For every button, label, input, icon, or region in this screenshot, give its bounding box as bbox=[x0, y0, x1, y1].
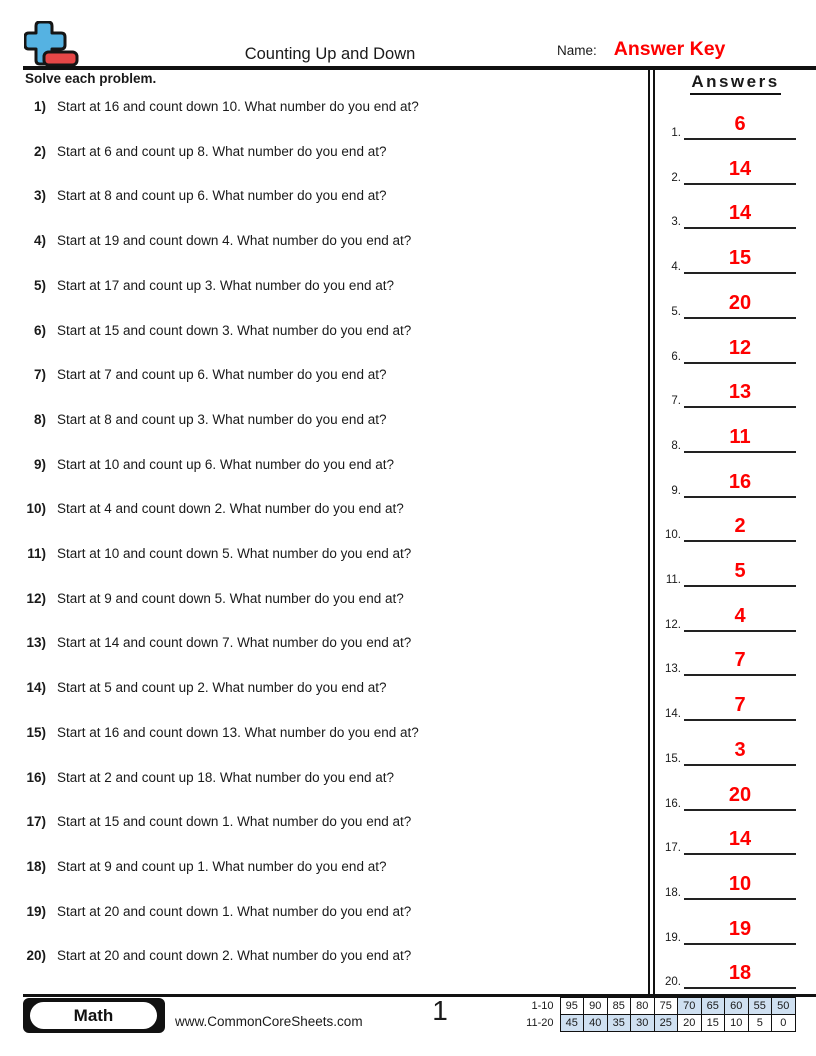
question-text: Start at 10 and count down 5. What number do you end at? bbox=[57, 546, 412, 561]
question-number: 10) bbox=[26, 501, 46, 517]
score-cell: 0 bbox=[772, 1015, 796, 1032]
question-number: 11) bbox=[27, 546, 46, 561]
answer-value: 19 bbox=[684, 916, 796, 945]
answer-key-text: Answer Key bbox=[613, 38, 726, 60]
answer-value: 5 bbox=[684, 558, 796, 587]
question-text: Start at 7 and count up 6. What number do you end at? bbox=[57, 367, 387, 383]
answer-row bbox=[655, 199, 816, 229]
answer-value: 15 bbox=[684, 245, 796, 274]
answer-row bbox=[655, 691, 816, 721]
question-text: Start at 5 and count up 2. What number do you end at? bbox=[57, 680, 387, 696]
answer-number: 18. bbox=[665, 886, 681, 899]
question-number: 3) bbox=[33, 188, 46, 204]
score-table-row bbox=[520, 998, 795, 1015]
answer-row bbox=[655, 468, 816, 498]
question-number: 8) bbox=[33, 411, 46, 427]
question-number: 15) bbox=[26, 724, 46, 740]
score-cell: 75 bbox=[654, 998, 678, 1015]
question-text: Start at 19 and count down 4. What number do you end at? bbox=[57, 233, 412, 249]
question-number: 14) bbox=[26, 680, 46, 696]
score-range-label: 11-20 bbox=[526, 1017, 554, 1029]
score-cell: 45 bbox=[560, 1015, 584, 1032]
answer-row bbox=[655, 646, 816, 676]
question-row bbox=[0, 457, 645, 472]
answer-value: 14 bbox=[684, 156, 796, 185]
answer-row bbox=[655, 736, 816, 766]
question-text: Start at 8 and count up 3. What number do you end at? bbox=[57, 411, 387, 427]
question-text: Start at 9 and count down 5. What number do you end at? bbox=[57, 590, 404, 606]
question-text: Start at 9 and count up 1. What number do you end at? bbox=[57, 858, 387, 874]
worksheet-title: Counting Up and Down bbox=[244, 45, 416, 63]
question-row bbox=[0, 948, 645, 963]
answer-number: 4. bbox=[671, 261, 681, 274]
question-row bbox=[0, 859, 645, 874]
answer-number: 16. bbox=[665, 797, 681, 810]
question-number: 6) bbox=[33, 322, 46, 338]
answer-row bbox=[655, 155, 816, 185]
question-row bbox=[0, 725, 645, 740]
score-cell: 30 bbox=[631, 1015, 655, 1032]
question-number: 2) bbox=[33, 143, 46, 159]
question-row bbox=[0, 367, 645, 382]
question-row bbox=[0, 278, 645, 293]
answer-value: 10 bbox=[684, 871, 796, 900]
answer-row bbox=[655, 423, 816, 453]
answer-number: 5. bbox=[671, 305, 681, 318]
score-cell: 10 bbox=[725, 1015, 749, 1032]
question-text: Start at 20 and count down 1. What number do you end at? bbox=[57, 903, 412, 919]
question-row bbox=[0, 770, 645, 785]
column-separator bbox=[648, 70, 655, 995]
score-cell: 25 bbox=[654, 1015, 678, 1032]
answer-number: 10. bbox=[665, 529, 681, 542]
question-number: 5) bbox=[33, 277, 46, 293]
answer-row bbox=[655, 110, 816, 140]
score-table-row bbox=[520, 1015, 795, 1032]
answer-value: 12 bbox=[684, 335, 796, 364]
answer-value: 20 bbox=[684, 290, 796, 319]
answer-number: 6. bbox=[671, 350, 681, 363]
question-number: 7) bbox=[33, 367, 46, 383]
score-cell: 35 bbox=[607, 1015, 631, 1032]
answer-number: 7. bbox=[671, 395, 681, 408]
score-cell: 40 bbox=[584, 1015, 608, 1032]
answer-value: 3 bbox=[684, 737, 796, 766]
answer-row bbox=[655, 915, 816, 945]
question-number: 20) bbox=[26, 948, 46, 964]
answer-number: 1. bbox=[671, 127, 681, 139]
answer-value: 14 bbox=[684, 826, 796, 855]
answer-value: 7 bbox=[684, 647, 796, 676]
score-cell: 65 bbox=[701, 998, 725, 1015]
question-row bbox=[0, 546, 645, 561]
question-text: Start at 16 and count down 10. What number do you end at? bbox=[57, 99, 419, 114]
score-cell: 55 bbox=[748, 998, 772, 1015]
answer-row bbox=[655, 334, 816, 364]
answer-row bbox=[655, 512, 816, 542]
answer-value: 13 bbox=[684, 379, 796, 408]
answer-number: 14. bbox=[665, 708, 681, 721]
question-row bbox=[0, 144, 645, 159]
score-cell: 85 bbox=[607, 998, 631, 1015]
answer-row bbox=[655, 870, 816, 900]
answer-row bbox=[655, 959, 816, 989]
question-text: Start at 15 and count down 1. What number do you end at? bbox=[57, 814, 412, 830]
answer-value: 4 bbox=[684, 603, 796, 632]
answer-value: 20 bbox=[684, 782, 796, 811]
question-text: Start at 16 and count down 13. What number do you end at? bbox=[57, 724, 419, 740]
question-row bbox=[0, 635, 645, 650]
question-row bbox=[0, 412, 645, 427]
answers-heading-wrap bbox=[655, 72, 816, 95]
question-text: Start at 6 and count up 8. What number do you end at? bbox=[57, 143, 387, 159]
answer-value: 16 bbox=[684, 469, 796, 498]
score-cell: 70 bbox=[678, 998, 702, 1015]
answer-number: 9. bbox=[671, 484, 681, 497]
answer-row bbox=[655, 825, 816, 855]
question-number: 13) bbox=[26, 635, 46, 651]
question-row bbox=[0, 680, 645, 695]
answer-row bbox=[655, 289, 816, 319]
score-cell: 5 bbox=[748, 1015, 772, 1032]
score-cell: 95 bbox=[560, 998, 584, 1015]
score-cell: 80 bbox=[631, 998, 655, 1015]
website-text: www.CommonCoreSheets.com bbox=[175, 1014, 363, 1029]
answer-row bbox=[655, 244, 816, 274]
score-table bbox=[520, 997, 796, 1032]
score-cell: 60 bbox=[725, 998, 749, 1015]
question-text: Start at 10 and count up 6. What number do you end at? bbox=[57, 456, 394, 472]
question-row bbox=[0, 814, 645, 829]
question-row bbox=[0, 188, 645, 203]
score-cell: 50 bbox=[772, 998, 796, 1015]
answer-number: 11. bbox=[665, 574, 681, 586]
answer-row bbox=[655, 378, 816, 408]
question-number: 16) bbox=[26, 769, 46, 785]
question-text: Start at 4 and count down 2. What number do you end at? bbox=[57, 501, 404, 517]
question-number: 17) bbox=[26, 814, 46, 830]
answer-row bbox=[655, 557, 816, 587]
question-text: Start at 20 and count down 2. What number do you end at? bbox=[57, 948, 412, 964]
question-row bbox=[0, 99, 645, 114]
answer-number: 20. bbox=[665, 976, 681, 989]
question-row bbox=[0, 501, 645, 516]
question-number: 4) bbox=[33, 233, 46, 249]
question-number: 18) bbox=[26, 858, 46, 874]
answer-value: 2 bbox=[684, 513, 796, 542]
subject-badge-label: Math bbox=[30, 1002, 157, 1029]
answer-value: 6 bbox=[684, 111, 796, 140]
answer-number: 3. bbox=[671, 216, 681, 229]
answer-number: 13. bbox=[665, 663, 681, 676]
subject-badge bbox=[23, 998, 165, 1033]
question-row bbox=[0, 233, 645, 248]
instruction-text: Solve each problem. bbox=[25, 71, 157, 86]
question-text: Start at 15 and count down 3. What number do you end at? bbox=[57, 322, 412, 338]
score-cell: 90 bbox=[584, 998, 608, 1015]
answer-row bbox=[655, 781, 816, 811]
name-label: Name: bbox=[557, 43, 597, 58]
question-number: 1) bbox=[33, 99, 46, 114]
score-cell: 15 bbox=[701, 1015, 725, 1032]
question-number: 12) bbox=[26, 590, 46, 606]
answer-value: 7 bbox=[684, 692, 796, 721]
score-cell: 20 bbox=[678, 1015, 702, 1032]
answer-value: 14 bbox=[684, 200, 796, 229]
answer-value: 11 bbox=[684, 424, 796, 453]
page-number: 1 bbox=[432, 995, 448, 1026]
question-number: 19) bbox=[26, 903, 46, 919]
answer-number: 12. bbox=[665, 618, 681, 631]
question-number: 9) bbox=[33, 456, 46, 472]
answers-heading: Answers bbox=[690, 72, 780, 95]
question-text: Start at 8 and count up 6. What number do you end at? bbox=[57, 188, 387, 204]
answer-row bbox=[655, 602, 816, 632]
question-text: Start at 17 and count up 3. What number do you end at? bbox=[57, 277, 394, 293]
question-text: Start at 2 and count up 18. What number do you end at? bbox=[57, 769, 394, 785]
answer-number: 15. bbox=[665, 752, 681, 765]
answer-number: 17. bbox=[665, 842, 681, 855]
answer-number: 2. bbox=[671, 171, 681, 184]
answer-number: 19. bbox=[665, 931, 681, 944]
question-row bbox=[0, 904, 645, 919]
answers-panel bbox=[655, 70, 816, 995]
score-range-label: 1-10 bbox=[531, 1000, 554, 1012]
answer-number: 8. bbox=[671, 439, 681, 452]
question-row bbox=[0, 591, 645, 606]
answer-value: 18 bbox=[684, 960, 796, 989]
question-row bbox=[0, 323, 645, 338]
question-text: Start at 14 and count down 7. What number do you end at? bbox=[57, 635, 412, 651]
